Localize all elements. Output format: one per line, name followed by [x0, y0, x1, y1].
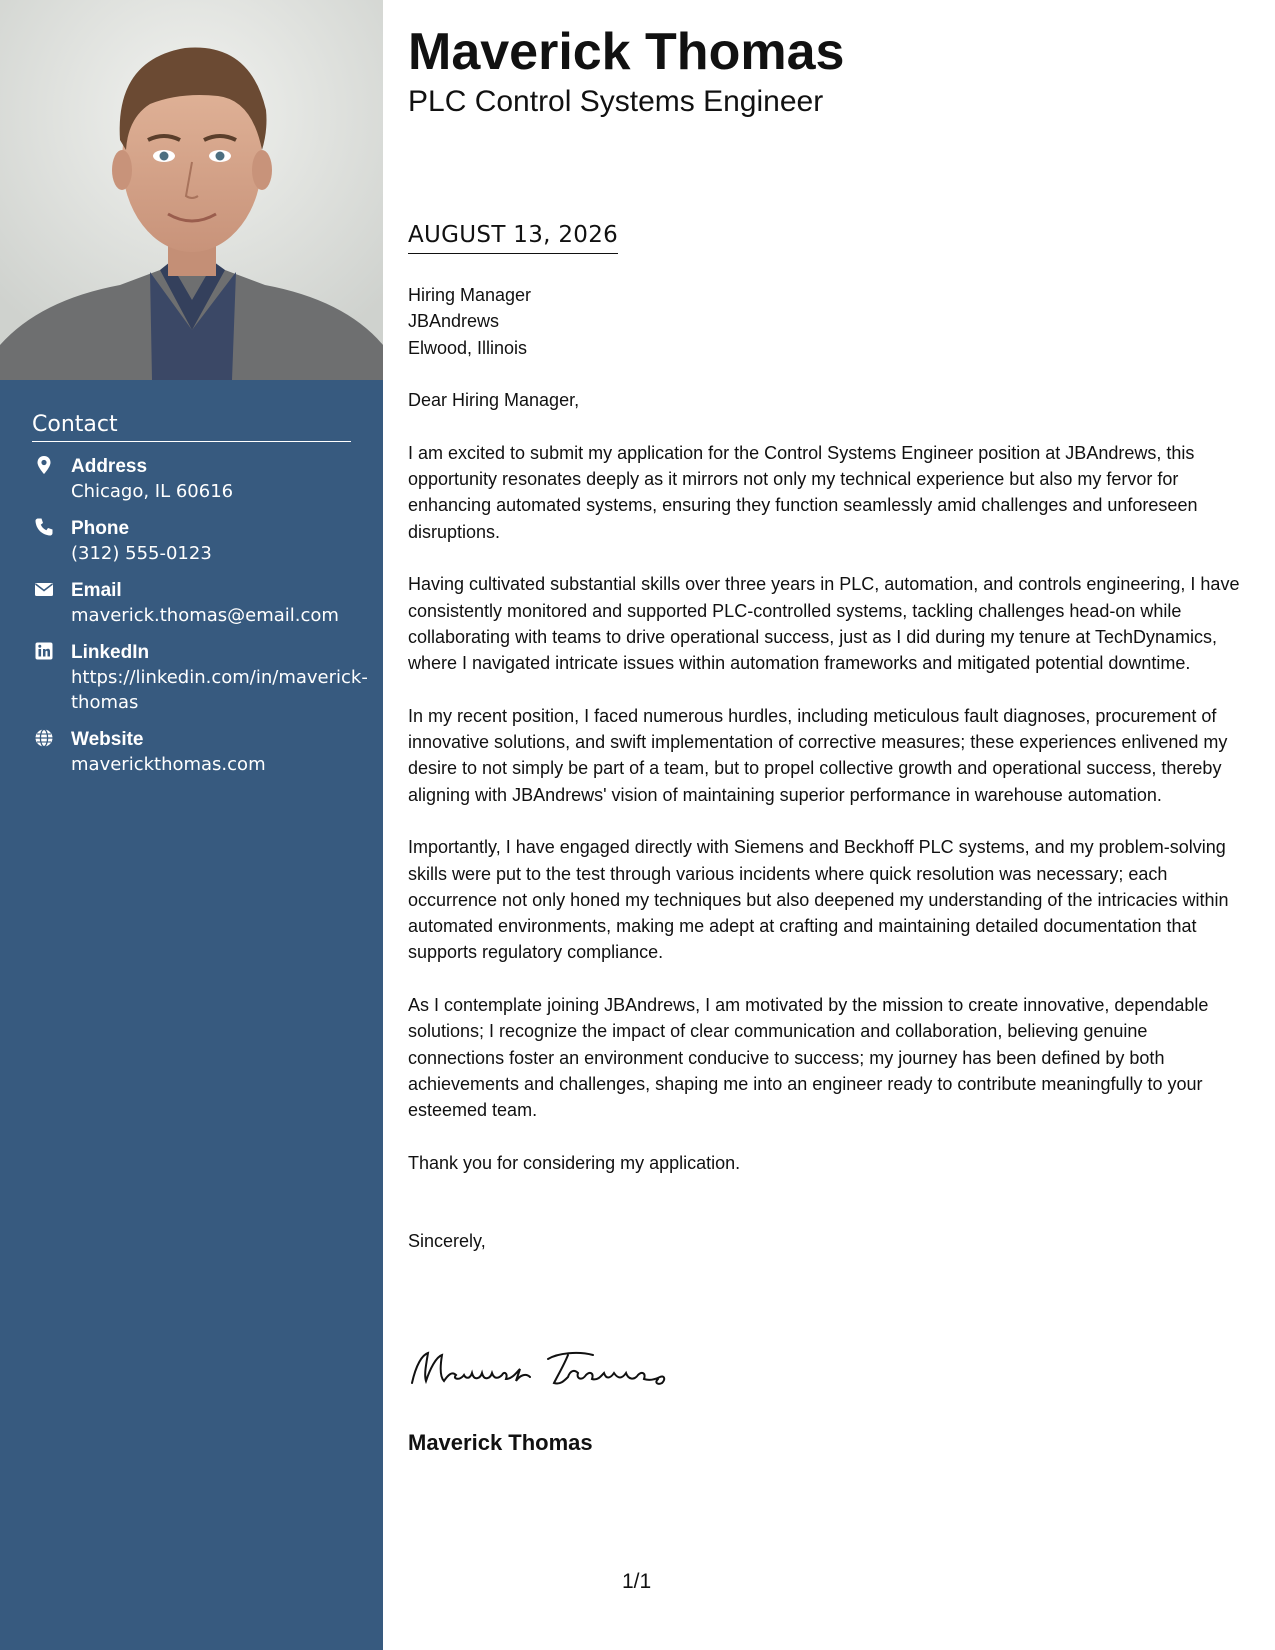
address-label: Address — [71, 456, 148, 477]
handwritten-signature — [408, 1345, 678, 1393]
contact-phone — [32, 516, 351, 566]
globe-icon — [34, 728, 54, 748]
applicant-name: Maverick Thomas — [408, 23, 845, 81]
linkedin-value[interactable]: https://linkedin.com/in/maverick-thomas — [71, 667, 368, 713]
profile-photo — [0, 0, 383, 380]
linkedin-icon — [34, 641, 54, 661]
phone-value[interactable]: (312) 555-0123 — [71, 543, 212, 564]
contact-linkedin — [32, 640, 368, 715]
linkedin-label: LinkedIn — [71, 642, 150, 663]
letter-paragraph: Importantly, I have engaged directly with Siemens and Beckhoff PLC systems, and my problem-solving skills were put to the test through various incidents where quick resolution was necessary; each occurrence not only honed my techniques but also deepened my understanding of the intricacies within automated environments, making me adept at crafting and maintaining detailed documentation that supports regulatory compliance. — [408, 837, 1229, 963]
letter-paragraph: Thank you for considering my application. — [408, 1152, 741, 1173]
letter-date: AUGUST 13, 2026 — [408, 222, 618, 254]
letter-paragraph: Having cultivated substantial skills over three years in PLC, automation, and controls engineering, I have consistently monitored and supported PLC-controlled systems, tackling challenges head-on while collaborating with teams to drive operational success, just as I did during my tenure at TechDynamics, where I navigated intricate issues within automation frameworks and mitigated potential downtime. — [408, 574, 1240, 674]
contact-address — [32, 454, 351, 504]
recipient-line: Elwood, Illinois — [408, 337, 528, 358]
email-label: Email — [71, 580, 122, 601]
website-label: Website — [71, 729, 144, 750]
contact-email — [32, 578, 351, 628]
contact-heading: Contact — [32, 412, 351, 442]
contact-website — [32, 727, 351, 777]
letter-paragraph: I am excited to submit my application for the Control Systems Engineer position at JBAndrews, this opportunity resonates deeply as it mirrors not only my technical experience but also my fervor for enhancing automated systems, ensuring they function seamlessly amid challenges and unforeseen disruptions. — [408, 442, 1198, 542]
recipient-block — [408, 282, 1248, 361]
envelope-icon — [34, 579, 54, 599]
signed-name: Maverick Thomas — [408, 1430, 593, 1455]
page-number: 1/1 — [622, 1570, 652, 1593]
phone-icon — [34, 517, 54, 537]
job-title: PLC Control Systems Engineer — [408, 85, 824, 118]
sidebar — [0, 0, 383, 1650]
closing: Sincerely, — [408, 1231, 486, 1252]
contact-section — [32, 412, 368, 789]
letter-paragraph: As I contemplate joining JBAndrews, I am motivated by the mission to create innovative, dependable solutions; I recognize the impact of clear communication and collaboration, believing genuine connections foster an environment conducive to success; my journey has been defined by both achievements and challenges, shaping me into an engineer ready to contribute meaningfully to your esteemed team. — [408, 995, 1209, 1121]
address-value: Chicago, IL 60616 — [71, 481, 234, 502]
phone-label: Phone — [71, 518, 130, 539]
recipient-line: JBAndrews — [408, 311, 500, 332]
letter-paragraph: In my recent position, I faced numerous hurdles, including meticulous fault diagnoses, procurement of innovative solutions, and swift implementation of corrective measures; these experiences enlivened my desire to not simply be part of a team, but to propel collective growth and operational success, thereby aligning with JBAndrews' vision of maintaining superior performance in warehouse automation. — [408, 705, 1228, 805]
email-value[interactable]: maverick.thomas@email.com — [71, 605, 339, 626]
map-pin-icon — [34, 455, 54, 475]
website-value[interactable]: maverickthomas.com — [71, 754, 266, 775]
recipient-line: Hiring Manager — [408, 285, 532, 305]
letter-body — [408, 282, 1248, 1281]
salutation: Dear Hiring Manager, — [408, 390, 580, 411]
